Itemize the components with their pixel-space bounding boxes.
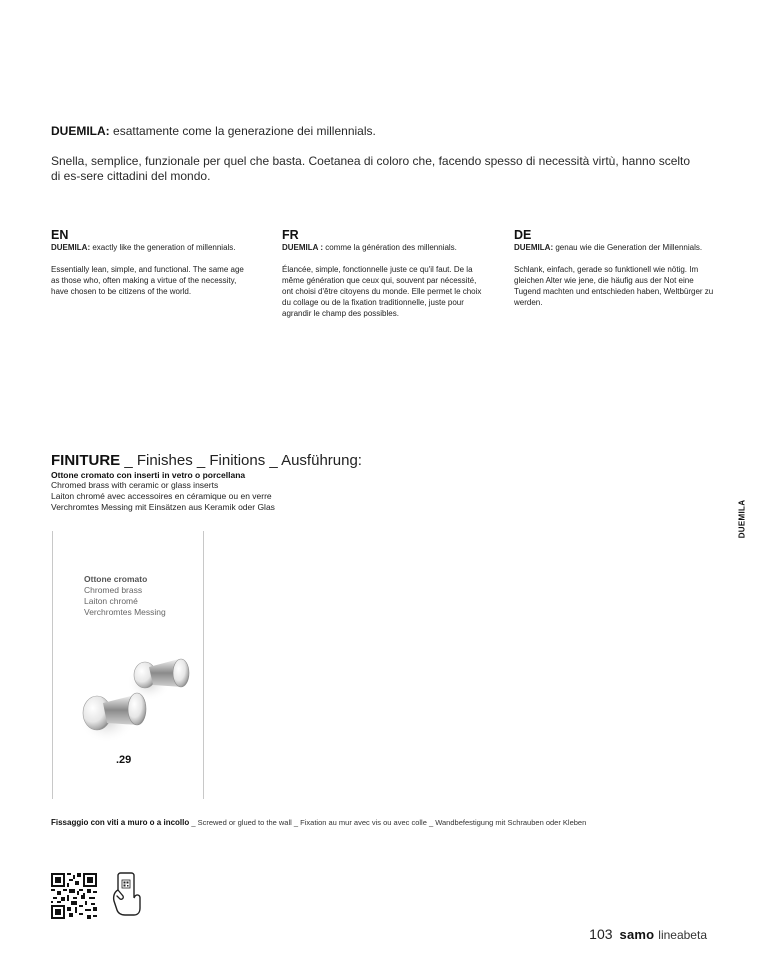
intro-section bbox=[51, 124, 691, 184]
finishes-section bbox=[51, 452, 451, 513]
lang-text: Schlank, einfach, gerade so funktionell wie nötig. Im gleichen Alter wie jene, die häufig aus der Not eine Tugend machten und entschieden haben, Weltbürger zu werden. bbox=[514, 265, 714, 307]
qr-code-icon[interactable] bbox=[51, 873, 97, 919]
brand-logo: samo bbox=[619, 927, 655, 942]
lang-column-en bbox=[51, 229, 251, 297]
intro-body: Snella, semplice, funzionale per quel che basta. Coetanea di coloro che, facendo spesso di necessità virtù, hanno scelto di es-sere cittadini del mondo. bbox=[51, 154, 691, 183]
finish-code: .29 bbox=[116, 754, 132, 766]
finish-card-name: Ottone cromato bbox=[84, 574, 148, 584]
fixing-info bbox=[51, 818, 586, 828]
side-label-text: DUEMILA bbox=[737, 499, 747, 539]
page-number: 103 bbox=[589, 926, 613, 942]
lang-lead: DUEMILA: genau wie die Generation der Millennials. bbox=[514, 243, 703, 252]
lang-code: DE bbox=[514, 228, 532, 242]
intro-heading bbox=[51, 124, 691, 139]
intro-brand: DUEMILA: bbox=[51, 124, 110, 138]
finish-card-text bbox=[84, 574, 166, 618]
lang-lead: DUEMILA : comme la génération des millennials. bbox=[282, 243, 457, 252]
finish-card-line: Verchromtes Messing bbox=[84, 607, 166, 617]
finishes-line: Ottone cromato con inserti in vetro o porcellana bbox=[51, 470, 246, 480]
lang-column-fr bbox=[282, 229, 482, 319]
chrome-hooks-image bbox=[67, 651, 197, 761]
fixing-bold: Fissaggio con viti a muro o a incollo bbox=[51, 818, 190, 827]
lang-text: Essentially lean, simple, and functional. The same age as those who, often making a virtue of the necessity, have chosen to be citizens of the world. bbox=[51, 265, 244, 296]
page-footer bbox=[589, 926, 707, 942]
finishes-line: Verchromtes Messing mit Einsätzen aus Keramik oder Glas bbox=[51, 502, 275, 512]
lang-text: Élancée, simple, fonctionnelle juste ce qu'il faut. De la même génération que ceux qui, souvent par nécessité, ont choisi d'être citoyens du monde. Elle permet le choix du collage ou de la fixation traditionnelle, juste pour agrandir le champ des possibles. bbox=[282, 265, 482, 318]
lang-code: FR bbox=[282, 228, 299, 242]
intro-tagline: esattamente come la generazione dei millennials. bbox=[113, 124, 376, 138]
finishes-title: FINITURE _ Finishes _ Finitions _ Ausführung: bbox=[51, 452, 362, 469]
phone-scan-icon bbox=[112, 872, 142, 916]
finishes-line: Chromed brass with ceramic or glass inserts bbox=[51, 480, 219, 490]
side-label bbox=[735, 497, 749, 541]
finishes-line: Laiton chromé avec accessoires en céramique ou en verre bbox=[51, 491, 272, 501]
brand-sub: lineabeta bbox=[658, 928, 707, 942]
finish-card-line: Chromed brass bbox=[84, 585, 143, 595]
finish-card bbox=[52, 531, 204, 799]
lang-lead: DUEMILA: exactly like the generation of millennials. bbox=[51, 243, 236, 252]
lang-column-de bbox=[514, 229, 714, 308]
finish-card-line: Laiton chromé bbox=[84, 596, 138, 606]
lang-code: EN bbox=[51, 228, 69, 242]
fixing-rest: _ Screwed or glued to the wall _ Fixation au mur avec vis ou avec colle _ Wandbefestigung mit Schrauben oder Kleben bbox=[189, 818, 587, 827]
